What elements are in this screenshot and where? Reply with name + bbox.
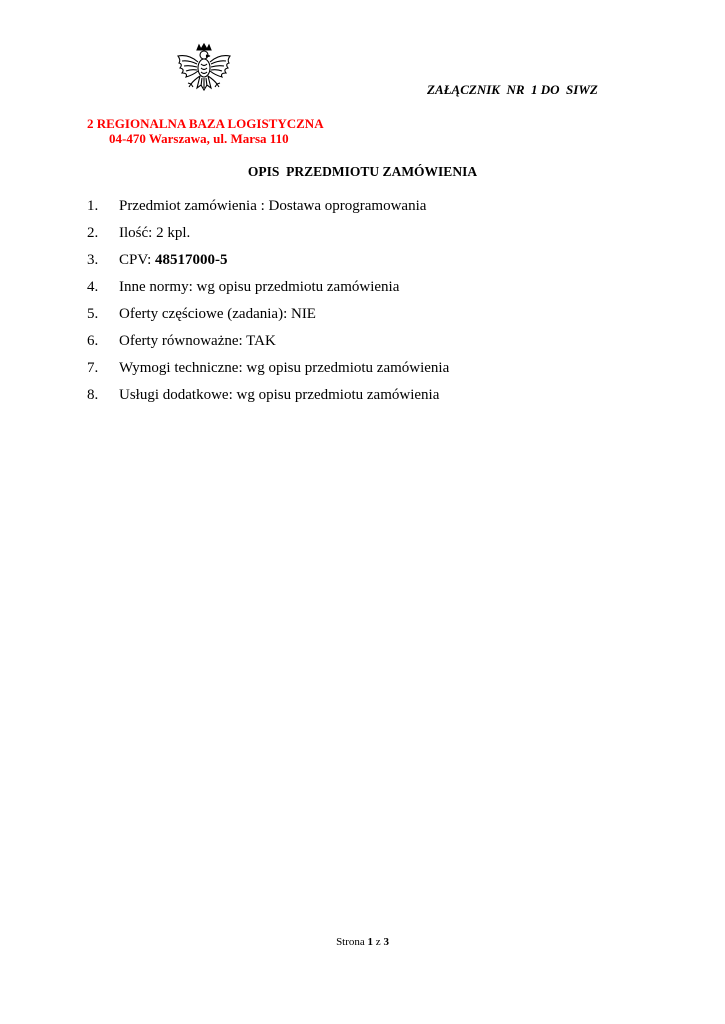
list-item (87, 220, 449, 247)
item-text: Oferty równoważne: TAK (119, 333, 276, 349)
requirements-list (87, 193, 449, 409)
item-text: CPV: (119, 252, 155, 268)
document-title: OPIS PRZEDMIOTU ZAMÓWIENIA (247, 164, 478, 179)
organization-block (87, 116, 324, 146)
organization-address: 04-470 Warszawa, ul. Marsa 110 (109, 131, 289, 146)
page-footer (0, 936, 725, 948)
list-item (87, 193, 449, 220)
page-current: 1 (367, 936, 374, 948)
item-number: 3. (87, 252, 99, 268)
item-text: Usługi dodatkowe: wg opisu przedmiotu zamówienia (119, 387, 440, 403)
item-text: Ilość: 2 kpl. (119, 225, 191, 241)
attachment-label: ZAŁĄCZNIK NR 1 DO SIWZ (427, 82, 598, 97)
cpv-code: 48517000-5 (154, 252, 228, 268)
page-word: Strona (336, 936, 365, 948)
list-item (87, 274, 449, 301)
list-item (87, 328, 449, 355)
item-number: 8. (87, 387, 99, 403)
item-number: 5. (87, 306, 99, 322)
list-item (87, 355, 449, 382)
list-item (87, 247, 449, 274)
item-text: Przedmiot zamówienia : Dostawa oprogramowania (119, 198, 427, 214)
item-number: 4. (87, 279, 99, 295)
page-total: 3 (383, 936, 389, 948)
item-text: Wymogi techniczne: wg opisu przedmiotu zamówienia (119, 360, 450, 376)
item-number: 6. (87, 333, 99, 349)
item-number: 7. (87, 360, 99, 376)
page-of: z (375, 936, 381, 948)
item-text: Oferty częściowe (zadania): NIE (119, 306, 316, 322)
item-text: Inne normy: wg opisu przedmiotu zamówienia (119, 279, 400, 295)
list-item (87, 301, 449, 328)
item-number: 2. (87, 225, 99, 241)
organization-name: 2 REGIONALNA BAZA LOGISTYCZNA (87, 116, 324, 131)
item-number: 1. (87, 198, 99, 214)
list-item (87, 382, 449, 409)
polish-eagle-emblem-icon (173, 40, 235, 102)
